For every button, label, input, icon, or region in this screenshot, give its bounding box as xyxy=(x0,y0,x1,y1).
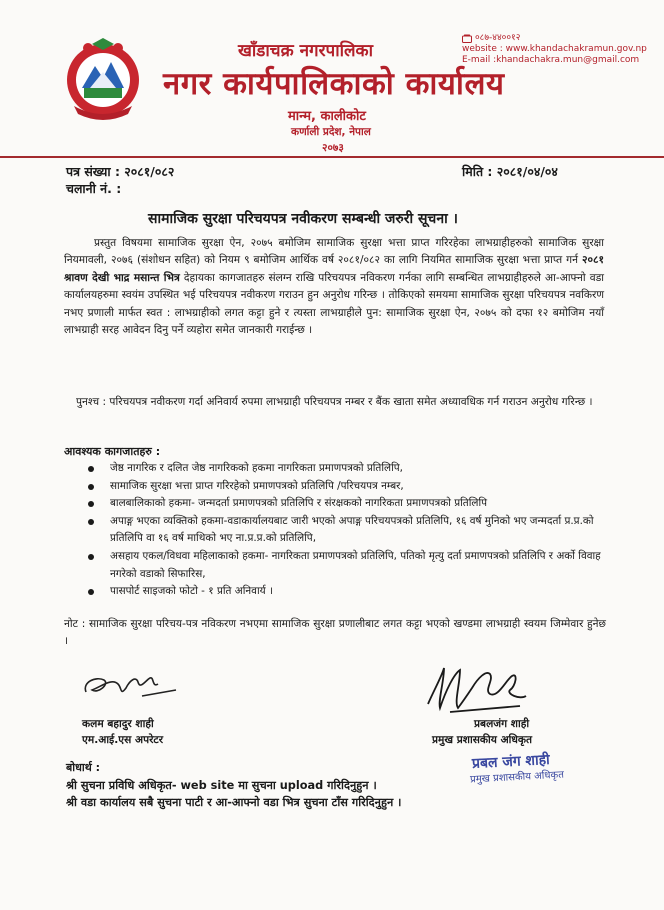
website-text: website : www.khandachakramun.gov.np xyxy=(462,44,647,54)
contact-block xyxy=(462,33,647,66)
reference-number: पत्र संख्या : २०८१/०८२ xyxy=(66,164,175,179)
list-item xyxy=(84,478,610,496)
left-signatory-title: एम.आई.एस अपरेटर xyxy=(82,734,164,746)
address-line-2: कर्णाली प्रदेश, नेपाल xyxy=(291,126,371,138)
address-line-1: मान्म, कालीकोट xyxy=(288,109,366,124)
stamp-name: प्रबल जंग शाही xyxy=(471,751,551,773)
municipality-name: खाँडाचक्र नगरपालिका xyxy=(238,41,373,61)
dispatch-number: चलानी नं. : xyxy=(66,181,122,196)
documents-heading: आवश्यक कागजातहरु : xyxy=(64,445,161,458)
list-item xyxy=(84,495,610,513)
cc-line: श्री सुचना प्रविधि अधिकृत- web site मा सुचना upload गरिदिनुहुन । xyxy=(66,779,377,792)
bullet-icon xyxy=(88,484,94,490)
deadline-text: २०८१ श्रावण देखी भाद्र मसान्त भित्र xyxy=(64,254,604,284)
left-signatory-name: कलम बहादुर शाही xyxy=(82,718,154,730)
list-item xyxy=(84,460,610,478)
main-paragraph-pre: प्रस्तुत विषयमा सामाजिक सुरक्षा ऐन, २०७५ बमोजिम सामाजिक सुरक्षा भत्ता प्राप्त गरिरहेका लाभग्राहीहरुको सामाजिक सुरक्षा नियमावली, २०७६ (संशोधन सहित) को नियम ९ बमोजिम आर्थिक वर्ष २०८१/०८२ का लागि नियमित सामाजिक सुरक्षा भत्ता प्राप्त गर्न xyxy=(64,237,604,267)
documents-list xyxy=(84,460,610,601)
cc-heading: बोधार्थ : xyxy=(66,761,101,774)
left-signature xyxy=(80,666,180,706)
bullet-icon xyxy=(88,554,94,560)
note-paragraph: नोट : सामाजिक सुरक्षा परिचय-पत्र नविकरण नभएमा सामाजिक सुरक्षा प्रणालीबाट लगत कट्टा भएको खण्डमा लाभग्राही स्वयम जिम्मेवार हुनेछ । xyxy=(64,618,606,648)
bullet-icon xyxy=(88,519,94,525)
cc-line: श्री वडा कार्यालय सबै सुचना पाटी र आ-आफ्नो वडा भित्र सुचना टाँस गरिदिनुहुन । xyxy=(66,796,402,809)
main-paragraph xyxy=(64,235,604,339)
stamp-title: प्रमुख प्रशासकीय अधिकृत xyxy=(469,769,565,786)
document-text: असहाय एकल/विधवा महिलाकाको हकमा- नागरिकता प्रमाणपत्रको प्रतिलिपि, पतिको मृत्यु दर्ता प्रमाणपत्रको प्रतिलिपि र अर्को विवाह नगरेको वडाको सिफारिस, xyxy=(110,549,601,580)
phone-number: ०८७-४४००१२ xyxy=(475,33,521,43)
right-signatory-title: प्रमुख प्रशासकीय अधिकृत xyxy=(432,734,533,746)
header-divider xyxy=(0,156,664,158)
nepal-emblem-logo xyxy=(62,36,144,120)
document-text: अपाङ्ग भएका व्यक्तिको हकमा-वडाकार्यालयबाट जारी भएको अपाङ्ग परिचयपत्रको प्रतिलिपि, १६ वर्ष मुनिको भए जन्मदर्ता प्र.प्र.को प्रतिलिपि वा १६ वर्ष माथिको भए ना.प्र.प्र.को प्रतिलिपि, xyxy=(110,514,594,545)
right-signature xyxy=(420,660,532,720)
document-text: बालबालिकाको हकमा- जन्मदर्ता प्रमाणपत्रको प्रतिलिपि र संरक्षकको नागरिकता प्रमाणपत्रको प्रतिलिपि xyxy=(110,497,488,510)
document-text: जेष्ठ नागरिक र दलित जेष्ठ नागरिकको हकमा नागरिकता प्रमाणपत्रको प्रतिलिपि, xyxy=(110,462,403,474)
list-item xyxy=(84,548,610,583)
document-text: पासपोर्ट साइजको फोटो - १ प्रति अनिवार्य । xyxy=(110,585,273,598)
letter-date: मिति : २०८१/०४/०४ xyxy=(462,164,558,179)
bullet-icon xyxy=(88,501,94,507)
main-paragraph-post: देहायका कागजातहरु संलग्न राखि परिचयपत्र नविकरण गर्नका लागि सम्बन्धित लाभग्राहीहरुले आ-आफ्नो वडा कार्यालयहरुमा स्वयंम उपस्थित भई परिचयपत्र नवीकरण गराउन हुन अनुरोध गरिन्छ । तोकिएको समयमा सामाजिक सुरक्षा परिचयपत्र नवकिरण नभए प्रणाली मार्फत स्वत : लाभग्राहीको लगत कट्टा हुने र त्यस्ता लाभग्राहीले पुन: सामाजिक सुरक्षा ऐन, २०७५ को दफा १२ बमोजिम नयाँ लाभग्राही सरह आवेदन दिनु पर्ने व्यहोरा समेत जानकारी गराईन्छ । xyxy=(64,271,604,337)
bullet-icon xyxy=(88,466,94,472)
bullet-icon xyxy=(88,589,94,595)
notice-subject: सामाजिक सुरक्षा परिचयपत्र नवीकरण सम्बन्धी जरुरी सूचना । xyxy=(148,211,458,227)
right-signatory-name: प्रबलजंग शाही xyxy=(474,718,530,730)
office-title: नगर कार्यपालिकाको कार्यालय xyxy=(163,66,505,102)
document-text: सामाजिक सुरक्षा भत्ता प्राप्त गरिरहेको प्रमाणपत्रको प्रतिलिपि /परिचयपत्र नम्बर, xyxy=(110,479,404,492)
address-line-3: २०७३ xyxy=(322,142,344,154)
email-text: E-mail :khandachakra.mun@gmail.com xyxy=(462,55,640,65)
list-item xyxy=(84,583,610,601)
postscript-paragraph: पुनश्च : परिचयपत्र नवीकरण गर्दा अनिवार्य रुपमा लाभग्राही परिचयपत्र नम्बर र बैंक खाता समेत अध्यावधिक गर्न गराउन अनुरोध गरिन्छ । xyxy=(76,396,593,408)
phone-icon xyxy=(462,34,472,43)
list-item xyxy=(84,513,610,548)
